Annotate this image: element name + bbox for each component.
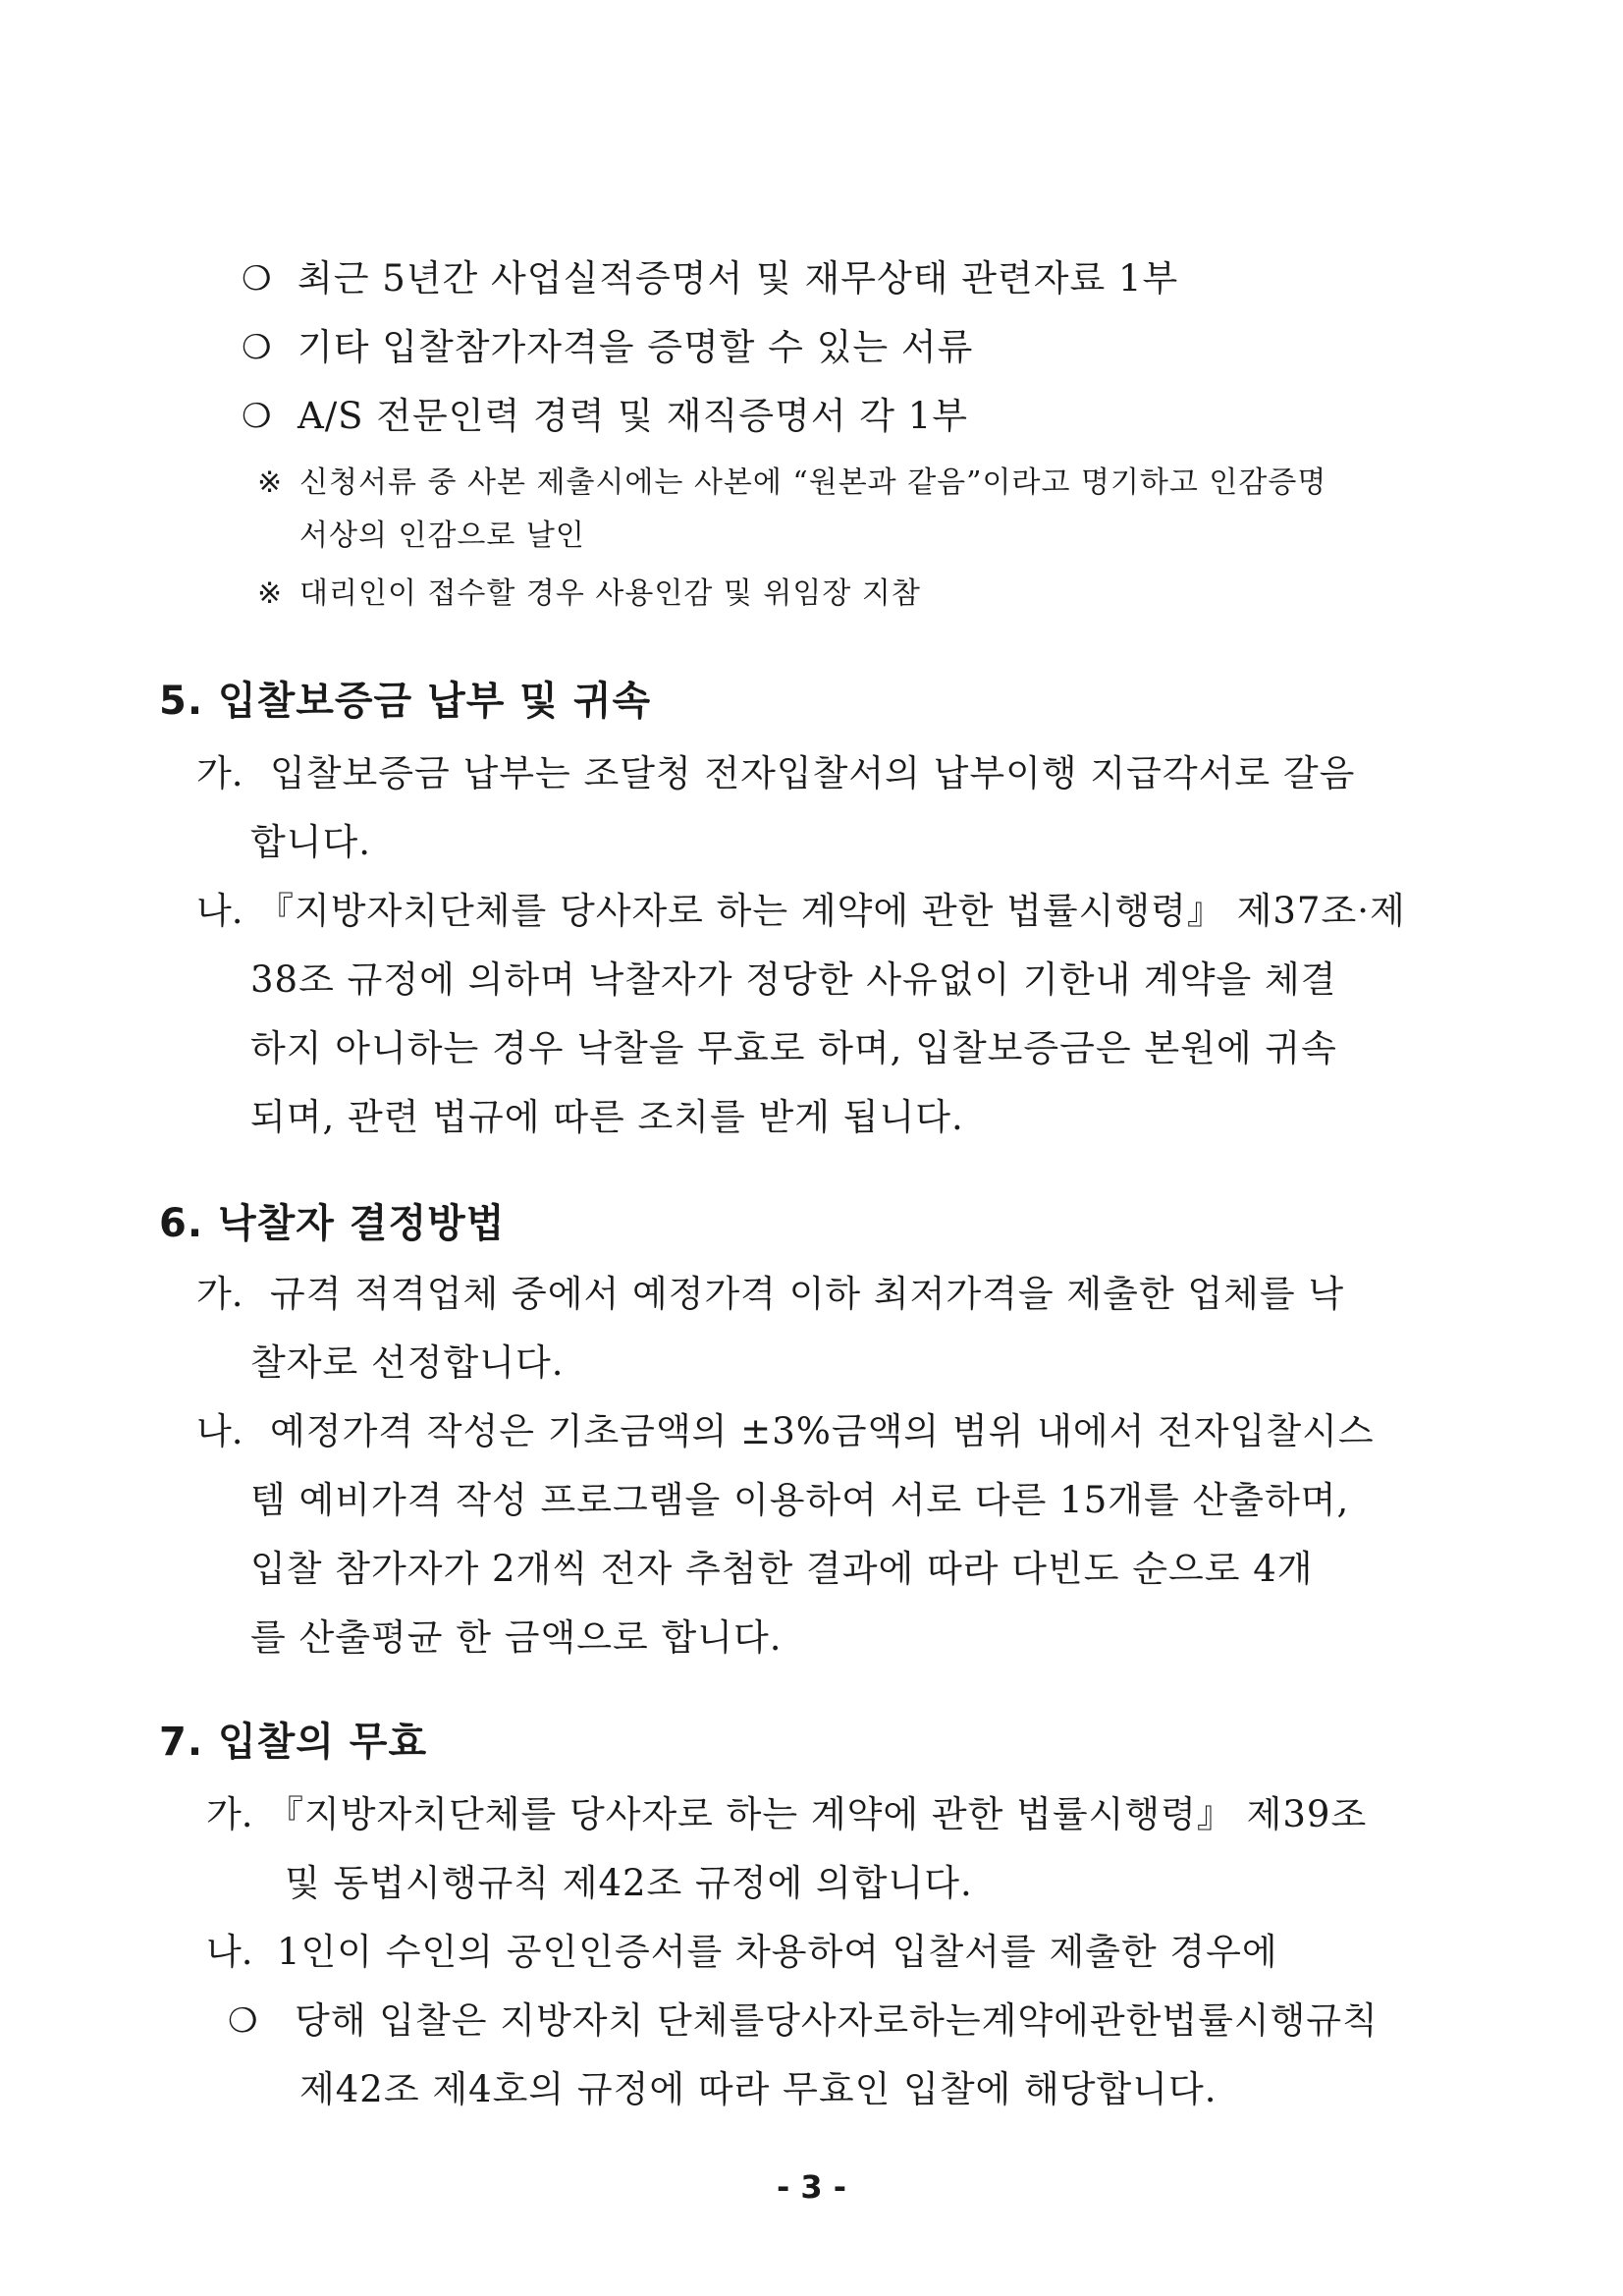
item-line: 제42조 제4호의 규정에 따라 무효인 입찰에 해당합니다. [299, 2068, 1217, 2110]
reference-mark-icon: ※ [257, 576, 283, 611]
item-line: 당해 입찰은 지방자치 단체를당사자로하는계약에관한법률시행규칙 [295, 1999, 1379, 2042]
item-line: 를 산출평균 한 금액으로 합니다. [250, 1616, 783, 1659]
note-line: 신청서류 중 사본 제출시에는 사본에 “원본과 같음”이라고 명기하고 인감증명 [299, 465, 1327, 500]
circle-bullet-icon: ❍ [242, 397, 272, 436]
item-label: 가. [196, 752, 243, 794]
item-line: 입찰보증금 납부는 조달청 전자입찰서의 납부이행 지급각서로 갈음 [270, 752, 1356, 794]
page-number: - 3 - [776, 2168, 847, 2206]
bullet-text: A/S 전문인력 경력 및 재직증명서 각 1부 [298, 395, 969, 437]
item-label: 나. [206, 1931, 253, 1973]
item-line: 하지 아니하는 경우 낙찰을 무효로 하며, 입찰보증금은 본원에 귀속 [250, 1027, 1337, 1069]
circle-bullet-icon: ❍ [228, 2001, 258, 2041]
item-line: 1인이 수인의 공인인증서를 차용하여 입찰서를 제출한 경우에 [277, 1931, 1278, 1973]
bullet-text: 최근 5년간 사업실적증명서 및 재무상태 관련자료 1부 [298, 257, 1179, 300]
item-label: 나. [196, 890, 243, 932]
item-line: 템 예비가격 작성 프로그램을 이용하여 서로 다른 15개를 산출하며, [250, 1479, 1350, 1521]
item-line: 38조 규정에 의하며 낙찰자가 정당한 사유없이 기한내 계약을 체결 [250, 958, 1337, 1001]
item-line: 합니다. [250, 821, 371, 863]
note-line: 서상의 인감으로 날인 [299, 519, 585, 553]
section-heading: 5. 입찰보증금 납부 및 귀속 [159, 679, 652, 724]
reference-mark-icon: ※ [257, 465, 283, 500]
circle-bullet-icon: ❍ [242, 328, 272, 367]
item-label: 나. [196, 1410, 243, 1452]
bullet-text: 기타 입찰참가자격을 증명할 수 있는 서류 [298, 326, 974, 368]
item-label: 가. [206, 1793, 253, 1835]
item-line: 규격 적격업체 중에서 예정가격 이하 최저가격을 제출한 업체를 낙 [270, 1273, 1345, 1315]
item-label: 가. [196, 1273, 243, 1315]
item-line: 및 동법시행규칙 제42조 규정에 의합니다. [285, 1862, 973, 1904]
item-line: 『지방자치단체를 당사자로 하는 계약에 관한 법률시행령』 제37조·제 [257, 890, 1406, 932]
note-line: 대리인이 접수할 경우 사용인감 및 위임장 지참 [299, 576, 921, 611]
item-line: 되며, 관련 법규에 따른 조치를 받게 됩니다. [250, 1096, 964, 1138]
circle-bullet-icon: ❍ [242, 259, 272, 299]
section-heading: 7. 입찰의 무효 [159, 1720, 428, 1765]
item-line: 예정가격 작성은 기초금액의 ±3%금액의 범위 내에서 전자입찰시스 [270, 1410, 1375, 1452]
item-line: 입찰 참가자가 2개씩 전자 추첨한 결과에 따라 다빈도 순으로 4개 [250, 1548, 1314, 1590]
item-line: 찰자로 선정합니다. [250, 1341, 565, 1384]
section-heading: 6. 낙찰자 결정방법 [159, 1201, 506, 1246]
item-line: 『지방자치단체를 당사자로 하는 계약에 관한 법률시행령』 제39조 [267, 1793, 1368, 1835]
